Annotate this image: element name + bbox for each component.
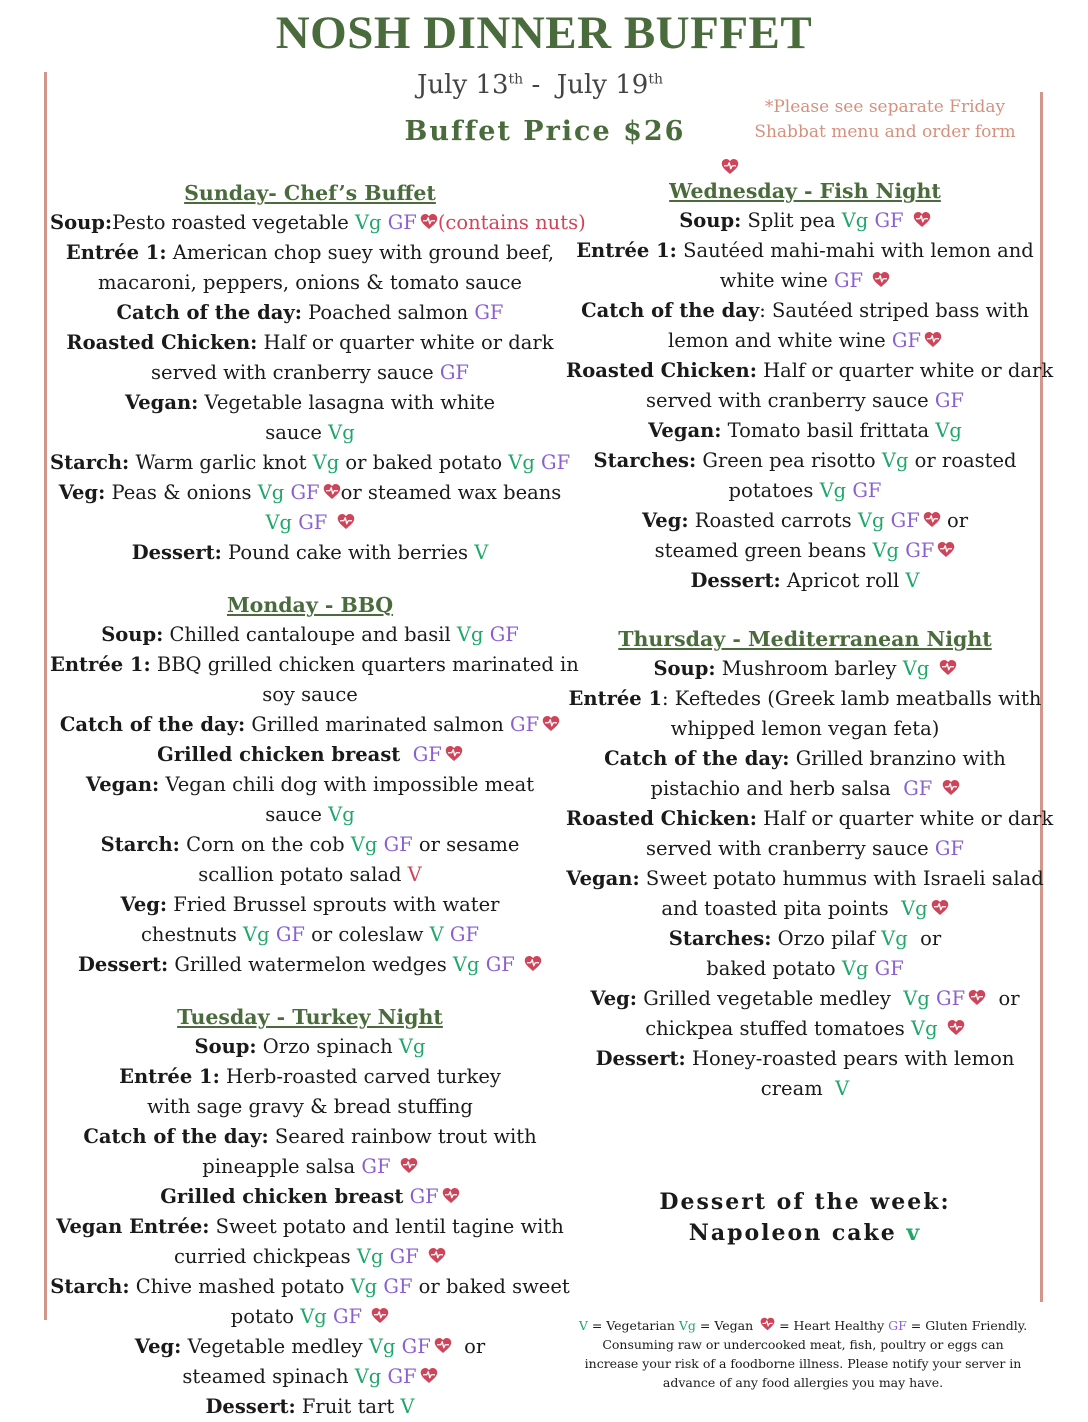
- tuesday-vegan: Vegan Entrée: Sweet potato and lentil tagine with: [56, 1215, 564, 1238]
- monday-heading: Monday - BBQ: [226, 593, 394, 617]
- sunday-vegan: Vegan: Vegetable lasagna with white: [124, 391, 496, 414]
- tuesday-veg: Veg: Vegetable medley Vg GF or: [134, 1335, 486, 1358]
- monday-dessert: Dessert: Grilled watermelon wedges Vg GF: [50, 950, 570, 980]
- tuesday-starch: Starch: Chive mashed potato Vg GF or baked sweet: [50, 1275, 570, 1298]
- tuesday-entree: Entrée 1: Herb-roasted carved turkey: [119, 1065, 501, 1088]
- heart-healthy-icon: [428, 1247, 446, 1264]
- legend-key: V = Vegetarian Vg = Vegan = Heart Healthy GF = Gluten Friendly.: [578, 1318, 1028, 1333]
- heart-healthy-icon: [542, 715, 560, 732]
- tuesday-starch-cont: potato Vg GF: [50, 1302, 570, 1332]
- sunday-entree-cont: macaroni, peppers, onions & tomato sauce: [98, 271, 522, 294]
- wednesday-veg: Veg: Roasted carrots Vg GF or: [641, 509, 969, 532]
- wednesday-heading: Wednesday - Fish Night: [669, 179, 941, 203]
- sunday-chicken: Roasted Chicken: Half or quarter white or dark: [66, 331, 554, 354]
- thursday-catch: Catch of the day: Grilled branzino with: [604, 747, 1006, 770]
- thursday-heading: Thursday - Mediterranean Night: [618, 627, 992, 651]
- monday-soup: Soup: Chilled cantaloupe and basil Vg GF: [101, 623, 519, 646]
- tuesday-soup: Soup: Orzo spinach Vg: [194, 1035, 426, 1058]
- wednesday-dessert: Dessert: Apricot roll V: [690, 569, 920, 592]
- monday-veg-cont: chestnuts Vg GF or coleslaw V GF: [141, 923, 479, 946]
- heart-healthy-icon: [524, 955, 542, 972]
- heart-healthy-icon: [442, 1187, 460, 1204]
- heart-healthy-icon: [760, 1317, 775, 1331]
- legend-disclaimer: V = Vegetarian Vg = Vegan = Heart Healthy GF = Gluten Friendly. Consuming raw or undercooked meat, fish, poultry or eggs can increase your risk of a foodborne illness. Please notify your server in advance of any food allergies you may have.: [568, 1316, 1038, 1392]
- monday-starch: Starch: Corn on the cob Vg GF or sesame: [100, 833, 520, 856]
- wednesday-soup: Soup: Split pea Vg GF: [566, 206, 1044, 236]
- thursday-vegan-cont: and toasted pita points Vg: [566, 894, 1044, 924]
- tuesday-vegan-cont: curried chickpeas Vg GF: [50, 1242, 570, 1272]
- heart-healthy-icon: [942, 779, 960, 796]
- buffet-price: Buffet Price $26: [404, 116, 686, 147]
- monday-vegan: Vegan: Vegan chili dog with impossible meat: [85, 773, 535, 796]
- sunday-veg-cont: Vg GF: [50, 508, 570, 538]
- heart-healthy-icon: [337, 513, 355, 530]
- heart-healthy-icon: [434, 1337, 452, 1354]
- heart-healthy-icon: [937, 541, 955, 558]
- heart-healthy-icon: [721, 158, 739, 175]
- heart-healthy-icon: [420, 1367, 438, 1384]
- tuesday-veg-cont: steamed spinach Vg GF: [50, 1362, 570, 1392]
- heart-healthy-icon: [872, 271, 890, 288]
- thursday-soup: Soup: Mushroom barley Vg: [566, 654, 1044, 684]
- heart-healthy-icon: [923, 511, 941, 528]
- heart-healthy-icon: [371, 1307, 389, 1324]
- shabbat-note: *Please see separate Friday Shabbat menu and order form: [754, 97, 1016, 142]
- thursday-vegan: Vegan: Sweet potato hummus with Israeli salad: [566, 867, 1044, 890]
- thursday-chicken-cont: served with cranberry sauce GF: [646, 837, 964, 860]
- tuesday-entree-cont: with sage gravy & bread stuffing: [147, 1095, 473, 1118]
- wednesday-starch-cont: potatoes Vg GF: [728, 479, 882, 502]
- thursday-entree: Entrée 1: Keftedes (Greek lamb meatballs with: [568, 687, 1042, 710]
- wednesday-entree-cont: white wine GF: [566, 266, 1044, 296]
- sunday-veg: Veg: Peas & onions Vg GF or steamed wax beans: [58, 481, 562, 504]
- right-menu-column: [566, 176, 1054, 1104]
- monday-entree-cont: soy sauce: [262, 683, 358, 706]
- sunday-soup: Soup:Pesto roasted vegetable Vg GF (contains nuts): [50, 211, 586, 234]
- monday-catch: Catch of the day: Grilled marinated salmon GF: [50, 710, 570, 740]
- dessert-of-the-week: Dessert of the week: Napoleon cake v: [659, 1189, 951, 1246]
- sunday-starch: Starch: Warm garlic knot Vg or baked potato Vg GF: [50, 451, 571, 474]
- tuesday-dessert: Dessert: Fruit tart V: [205, 1395, 415, 1418]
- sunday-dessert: Dessert: Pound cake with berries V: [131, 541, 489, 564]
- monday-starch-cont: scallion potato salad V: [198, 863, 422, 886]
- sunday-chicken-cont: served with cranberry sauce GF: [151, 361, 469, 384]
- heart-healthy-icon: [939, 659, 957, 676]
- heart-healthy-icon: [400, 1157, 418, 1174]
- thursday-catch-cont: pistachio and herb salsa GF: [566, 774, 1044, 804]
- tuesday-catch: Catch of the day: Seared rainbow trout with: [83, 1125, 537, 1148]
- heart-healthy-icon: [931, 899, 949, 916]
- wednesday-catch-cont: lemon and white wine GF: [566, 326, 1044, 356]
- thursday-chicken: Roasted Chicken: Half or quarter white or dark: [566, 807, 1054, 830]
- wednesday-vegan: Vegan: Tomato basil frittata Vg: [648, 419, 962, 442]
- sunday-entree: Entrée 1: American chop suey with ground beef,: [65, 241, 555, 264]
- wednesday-entree: Entrée 1: Sautéed mahi-mahi with lemon and: [576, 239, 1034, 262]
- wednesday-chicken-cont: served with cranberry sauce GF: [646, 389, 964, 412]
- monday-veg: Veg: Fried Brussel sprouts with water: [120, 893, 500, 916]
- sunday-vegan-cont: sauce Vg: [265, 421, 355, 444]
- left-divider-rule: [44, 72, 47, 1320]
- thursday-starch: Starches: Orzo pilaf Vg or: [668, 927, 942, 950]
- monday-entree: Entrée 1: BBQ grilled chicken quarters marinated in: [50, 653, 579, 676]
- wednesday-catch: Catch of the day: Sautéed striped bass with: [581, 299, 1029, 322]
- heart-healthy-icon: [968, 989, 986, 1006]
- thursday-starch-cont: baked potato Vg GF: [706, 957, 904, 980]
- tuesday-catch-cont: pineapple salsa GF: [50, 1152, 570, 1182]
- monday-chicken: Grilled chicken breast GF: [50, 740, 570, 770]
- date-range: July 13th - July 19th: [417, 70, 663, 100]
- sunday-catch: Catch of the day: Poached salmon GF: [116, 301, 504, 324]
- thursday-dessert-cont: cream V: [760, 1077, 850, 1100]
- thursday-entree-cont: whipped lemon vegan feta): [670, 717, 940, 740]
- heart-healthy-icon: [445, 745, 463, 762]
- monday-vegan-cont: sauce Vg: [265, 803, 355, 826]
- thursday-veg-cont: chickpea stuffed tomatoes Vg: [566, 1014, 1044, 1044]
- heart-healthy-icon: [420, 213, 438, 230]
- wednesday-veg-cont: steamed green beans Vg GF: [566, 536, 1044, 566]
- tuesday-chicken: Grilled chicken breast GF: [50, 1182, 570, 1212]
- heart-healthy-icon: [323, 483, 341, 500]
- wednesday-chicken: Roasted Chicken: Half or quarter white or dark: [566, 359, 1054, 382]
- wednesday-starch: Starches: Green pea risotto Vg or roasted: [593, 449, 1017, 472]
- thursday-veg: Veg: Grilled vegetable medley Vg GF or: [590, 987, 1020, 1010]
- heart-healthy-icon: [924, 331, 942, 348]
- sunday-heading: Sunday- Chef’s Buffet: [184, 181, 436, 205]
- tuesday-heading: Tuesday - Turkey Night: [177, 1005, 443, 1029]
- heart-healthy-icon: [947, 1019, 965, 1036]
- menu-title: NOSH DINNER BUFFET: [275, 7, 813, 59]
- heart-healthy-icon: [913, 211, 931, 228]
- left-menu-column: [50, 178, 586, 1422]
- thursday-dessert: Dessert: Honey-roasted pears with lemon: [595, 1047, 1015, 1070]
